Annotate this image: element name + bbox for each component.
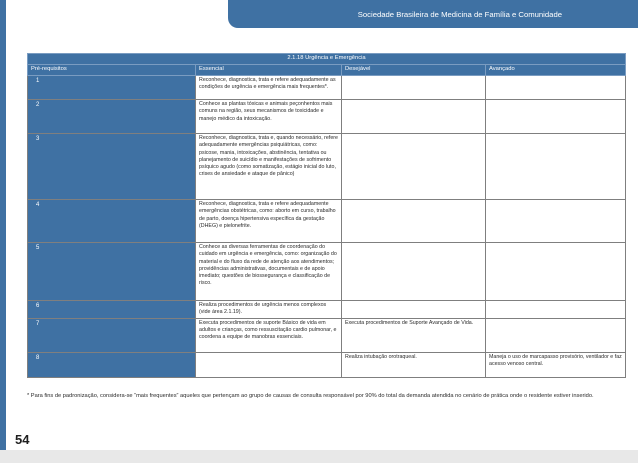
row-number: 6 — [28, 300, 196, 318]
avancado-cell — [486, 133, 626, 199]
essencial-cell: Reconhece, diagnostica, trata e refere adequadamente as condições de urgência e emergência mais frequentes*. — [196, 75, 342, 99]
page-header — [228, 0, 638, 28]
table-title-row — [28, 54, 626, 65]
row-number: 3 — [28, 133, 196, 199]
column-header-prerequisitos: Pré-requisitos — [28, 64, 196, 75]
header-title: Sociedade Brasileira de Medicina de Família e Comunidade — [357, 9, 562, 19]
desejavel-cell — [342, 99, 486, 133]
essencial-cell: Reconhece, diagnostica, trata e refere adequadamente emergências obstétricas, como: aborto em curso, trabalho de parto, doença hipertensiva específica da gestação (DHEG) e pielonefrite. — [196, 199, 342, 242]
table-row — [28, 318, 626, 352]
avancado-cell — [486, 75, 626, 99]
table-row — [28, 133, 626, 199]
essencial-cell: Executa procedimentos de suporte Básico de vida em adultos e crianças, como ressuscitação cardio pulmonar, e coordena a equipe de manobras essenciais. — [196, 318, 342, 352]
column-header-essencial: Essencial — [196, 64, 342, 75]
desejavel-cell: Executa procedimentos de Suporte Avançado de Vida. — [342, 318, 486, 352]
page-number: 54 — [15, 432, 30, 447]
table-row — [28, 242, 626, 300]
competency-table-container — [27, 53, 625, 378]
desejavel-cell — [342, 75, 486, 99]
competency-table — [27, 53, 626, 378]
row-number: 2 — [28, 99, 196, 133]
table-header-row — [28, 64, 626, 75]
avancado-cell — [486, 99, 626, 133]
row-number: 8 — [28, 352, 196, 377]
avancado-cell: Maneja o uso de marcapasso provisório, ventilador e faz acesso venoso central. — [486, 352, 626, 377]
left-accent-strip — [0, 0, 6, 463]
row-number: 4 — [28, 199, 196, 242]
avancado-cell — [486, 318, 626, 352]
column-header-avancado: Avançado — [486, 64, 626, 75]
avancado-cell — [486, 242, 626, 300]
bottom-bar — [0, 450, 638, 463]
row-number: 5 — [28, 242, 196, 300]
column-header-desejavel: Desejável — [342, 64, 486, 75]
desejavel-cell — [342, 242, 486, 300]
essencial-cell — [196, 352, 342, 377]
essencial-cell: Conhece as diversas ferramentas de coordenação do cuidado em urgência e emergência, como: organização do material e do fluxo da rede de atenção aos atendimentos; providências administrativas, documentais e de apoio imediato; questões de biossegurança e classificação de risco. — [196, 242, 342, 300]
table-row — [28, 75, 626, 99]
essencial-cell: Conhece as plantas tóxicas e animais peçonhentos mais comuns na região, seus mecanismos de toxicidade e manejo médico da intoxicação. — [196, 99, 342, 133]
essencial-cell: Realiza procedimentos de urgência menos complexos (vide área 2.1.19). — [196, 300, 342, 318]
table-title: 2.1.18 Urgência e Emergência — [28, 54, 626, 65]
essencial-cell: Reconhece, diagnostica, trata e, quando necessário, refere adequadamente emergências psiquiátricas, como: psicose, mania, intoxicações, abstinência, tentativa ou planejamento de suicídio e manifestações de sofrimento psíquico agudo (como somatização, estágio inicial do luto, crises de ansiedade e ataque de pânico) — [196, 133, 342, 199]
table-row — [28, 352, 626, 377]
desejavel-cell — [342, 300, 486, 318]
row-number: 1 — [28, 75, 196, 99]
table-row — [28, 300, 626, 318]
footnote: * Para fins de padronização, considera-se “mais frequentes” aqueles que pertençam ao grupo de causas de consulta responsável por 90% do total da demanda atendida no cenário de prática onde o residente estiver inserido. — [27, 393, 594, 399]
desejavel-cell: Realiza intubação orotraqueal. — [342, 352, 486, 377]
desejavel-cell — [342, 199, 486, 242]
avancado-cell — [486, 300, 626, 318]
avancado-cell — [486, 199, 626, 242]
table-row — [28, 199, 626, 242]
row-number: 7 — [28, 318, 196, 352]
desejavel-cell — [342, 133, 486, 199]
table-row — [28, 99, 626, 133]
